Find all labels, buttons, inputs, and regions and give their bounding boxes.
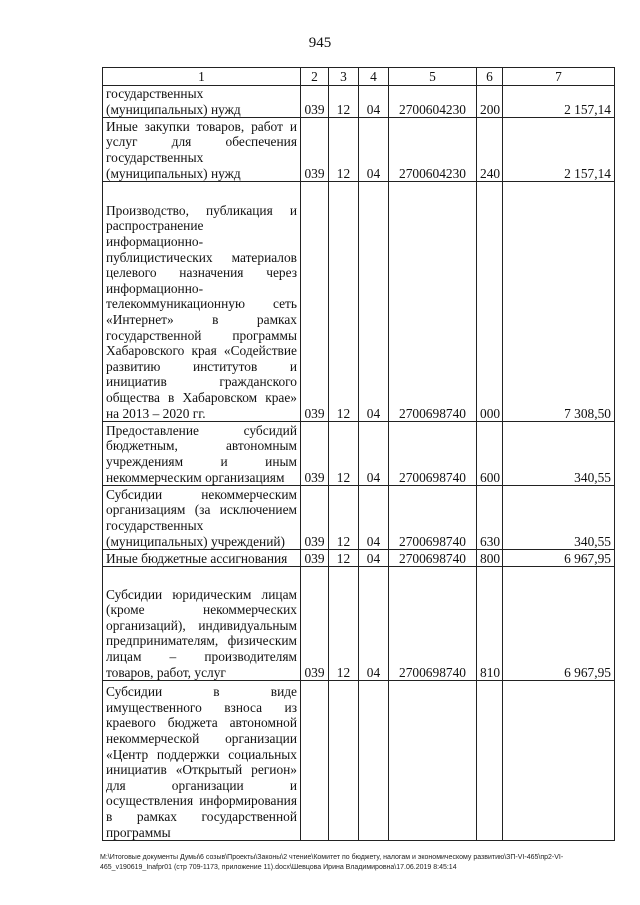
column-header: 5 xyxy=(389,68,477,86)
row-amount: 340,55 xyxy=(503,486,615,550)
row-expense-type: 200 xyxy=(477,86,503,118)
budget-table xyxy=(102,67,615,841)
row-amount: 6 967,95 xyxy=(503,567,615,681)
row-amount: 2 157,14 xyxy=(503,118,615,182)
row-subsection: 04 xyxy=(359,86,389,118)
table-row xyxy=(103,422,615,486)
row-expense-type: 630 xyxy=(477,486,503,550)
row-target-article xyxy=(389,681,477,841)
row-name: Субсидии в виде имущественного взноса из краевого бюджета автономной некоммерческой организации «Центр поддержки социальных инициатив «Открытый регион» для организации и осуществления информирования в рамках государственной программы xyxy=(103,681,301,841)
row-subsection: 04 xyxy=(359,567,389,681)
row-target-article: 2700698740 xyxy=(389,486,477,550)
row-code: 039 xyxy=(301,486,329,550)
row-section: 12 xyxy=(329,86,359,118)
row-name: Иные бюджетные ассигнования xyxy=(103,550,301,567)
row-expense-type: 000 xyxy=(477,182,503,422)
row-section: 12 xyxy=(329,422,359,486)
column-header: 7 xyxy=(503,68,615,86)
column-header: 4 xyxy=(359,68,389,86)
row-name: Предоставление субсидий бюджетным, автономным учреждениям и иным некоммерческим организациям xyxy=(103,422,301,486)
row-expense-type: 810 xyxy=(477,567,503,681)
row-subsection: 04 xyxy=(359,486,389,550)
row-expense-type: 600 xyxy=(477,422,503,486)
table-row xyxy=(103,182,615,422)
row-expense-type: 240 xyxy=(477,118,503,182)
row-code: 039 xyxy=(301,550,329,567)
row-target-article: 2700698740 xyxy=(389,567,477,681)
row-section: 12 xyxy=(329,182,359,422)
row-target-article: 2700698740 xyxy=(389,550,477,567)
row-section: 12 xyxy=(329,486,359,550)
row-subsection: 04 xyxy=(359,182,389,422)
row-subsection: 04 xyxy=(359,550,389,567)
row-code: 039 xyxy=(301,422,329,486)
row-name: Субсидии некоммерческим организациям (за исключением государственных (муниципальных) учреждений) xyxy=(103,486,301,550)
column-header: 6 xyxy=(477,68,503,86)
table-row xyxy=(103,86,615,118)
row-target-article: 2700698740 xyxy=(389,422,477,486)
table-row xyxy=(103,118,615,182)
row-name: Производство, публикация и распространение информационно-публицистических материалов целевого назначения через информационно-телекоммуникационную сеть «Интернет» в рамках государственной программы Хабаровского края «Содействие развитию институтов и инициатив гражданского общества в Хабаровском крае» на 2013 – 2020 гг. xyxy=(103,182,301,422)
row-subsection: 04 xyxy=(359,422,389,486)
column-header: 3 xyxy=(329,68,359,86)
row-amount: 340,55 xyxy=(503,422,615,486)
row-code: 039 xyxy=(301,86,329,118)
row-code: 039 xyxy=(301,182,329,422)
table-row xyxy=(103,486,615,550)
row-expense-type: 800 xyxy=(477,550,503,567)
row-amount: 2 157,14 xyxy=(503,86,615,118)
row-target-article: 2700698740 xyxy=(389,182,477,422)
row-target-article: 2700604230 xyxy=(389,118,477,182)
row-section: 12 xyxy=(329,550,359,567)
row-name: государственных (муниципальных) нужд xyxy=(103,86,301,118)
row-amount xyxy=(503,681,615,841)
table-row xyxy=(103,550,615,567)
table-row xyxy=(103,567,615,681)
document-footer-path: M:\Итоговые документы Думы\6 созыв\Проекты\Законы\2 чтение\Комитет по бюджету, налогам и экономическому развитию\ЗП-VI-465\пр2-VI-465_v190619_Inafpr01 (стр 709-1173, приложение 11).docx\Шевцова Ирина Владимировна\17.06.2019 8:45:14 xyxy=(100,854,564,871)
page-number: 945 xyxy=(308,35,332,51)
row-code xyxy=(301,681,329,841)
row-section: 12 xyxy=(329,118,359,182)
row-subsection xyxy=(359,681,389,841)
row-target-article: 2700604230 xyxy=(389,86,477,118)
row-section: 12 xyxy=(329,567,359,681)
column-header: 2 xyxy=(301,68,329,86)
row-code: 039 xyxy=(301,567,329,681)
row-name: Субсидии юридическим лицам (кроме некоммерческих организаций), индивидуальным предпринимателям, физическим лицам – производителям товаров, работ, услуг xyxy=(103,567,301,681)
row-amount: 7 308,50 xyxy=(503,182,615,422)
row-section xyxy=(329,681,359,841)
column-header: 1 xyxy=(103,68,301,86)
table-row xyxy=(103,681,615,841)
row-amount: 6 967,95 xyxy=(503,550,615,567)
row-name: Иные закупки товаров, работ и услуг для обеспечения государственных (муниципальных) нужд xyxy=(103,118,301,182)
row-subsection: 04 xyxy=(359,118,389,182)
row-expense-type xyxy=(477,681,503,841)
row-code: 039 xyxy=(301,118,329,182)
table-header-row xyxy=(103,68,615,86)
